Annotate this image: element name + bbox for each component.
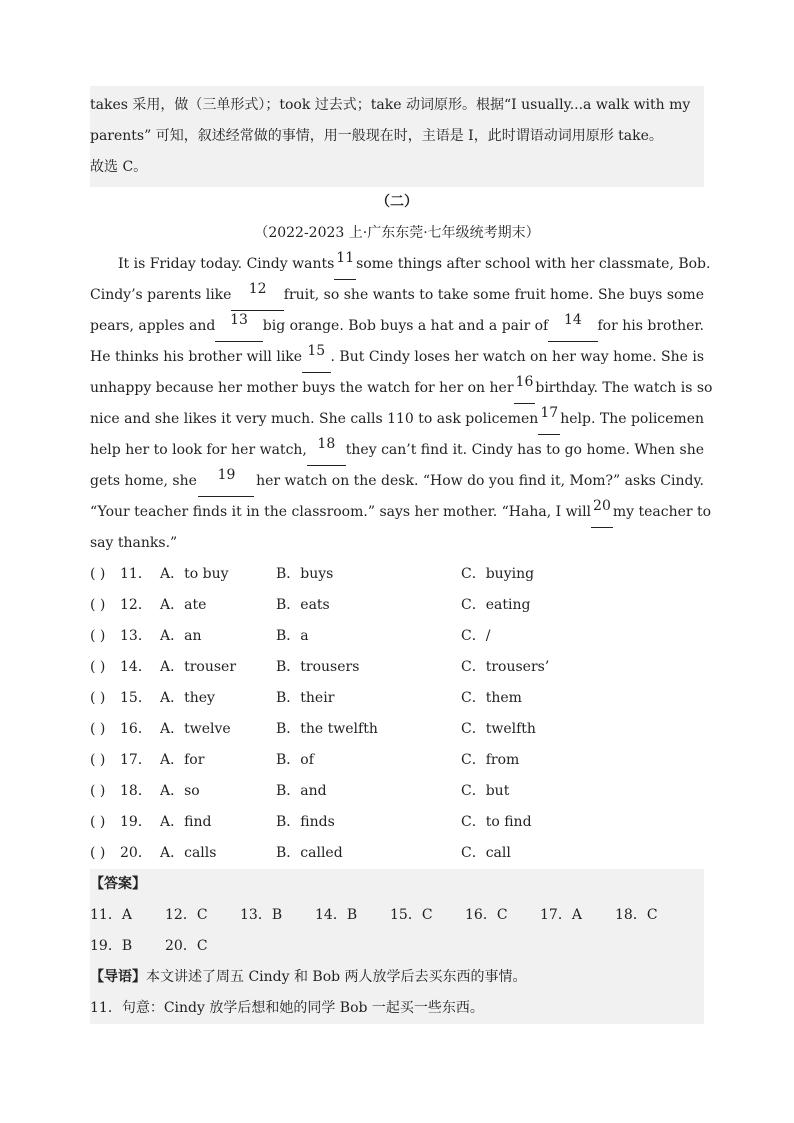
- answer-section: [90, 869, 704, 1024]
- question-17: ( ) 17． A．for B．of C．from: [90, 745, 704, 776]
- question-13: ( ) 13． A．an B．a C．/: [90, 621, 704, 652]
- answer-bracket[interactable]: ( ): [90, 814, 106, 830]
- option-b[interactable]: B．called: [276, 845, 343, 861]
- option-c[interactable]: C．twelfth: [461, 721, 536, 737]
- answer-bracket[interactable]: ( ): [90, 783, 106, 799]
- option-b[interactable]: B．finds: [276, 814, 335, 830]
- answer-item: 18．C: [615, 907, 658, 923]
- explanation-line: takes 采用，做（三单形式）；took 过去式；take 动词原形。根据“I usually...a walk with my: [90, 97, 691, 113]
- option-a[interactable]: A．find: [160, 814, 212, 830]
- question-16: ( ) 16． A．twelve B．the twelfth C．twelfth: [90, 714, 704, 745]
- answer-bracket[interactable]: ( ): [90, 659, 106, 675]
- answer-item: 19．B: [90, 938, 133, 954]
- question-list: [90, 559, 704, 869]
- option-c[interactable]: C．but: [461, 783, 510, 799]
- guide-text: 本文讲述了周五 Cindy 和 Bob 两人放学后去买东西的事情。: [146, 969, 527, 985]
- option-b[interactable]: B．a: [276, 628, 309, 644]
- passage-line: unhappy because her mother buys the watch for her on her 16 birthday. The watch is so: [90, 373, 704, 404]
- explanation-line: parents” 可知，叙述经常做的事情，用一般现在时，主语是 I，此时谓语动词用原形 take。: [90, 128, 663, 144]
- explanation-line: 故选 C。: [90, 159, 148, 175]
- passage-line: help her to look for her watch, 18 they can’t find it. Cindy has to go home. When she: [90, 435, 704, 466]
- answer-item: 17．A: [540, 907, 582, 923]
- passage-line: gets home, she 19 her watch on the desk. “How do you find it, Mom?” asks Cindy.: [90, 466, 704, 497]
- passage-line: nice and she likes it very much. She calls 110 to ask policemen 17 help. The policemen: [90, 404, 704, 435]
- guide-label: 【导语】: [90, 969, 146, 985]
- question-19: ( ) 19． A．find B．finds C．to find: [90, 807, 704, 838]
- answer-item: 12．C: [165, 907, 208, 923]
- option-a[interactable]: A．calls: [160, 845, 217, 861]
- option-b[interactable]: B．eats: [276, 597, 330, 613]
- answer-bracket[interactable]: ( ): [90, 690, 106, 706]
- option-c[interactable]: C．/: [461, 628, 491, 644]
- option-b[interactable]: B．trousers: [276, 659, 360, 675]
- option-c[interactable]: C．trousers’: [461, 659, 550, 675]
- answer-item: 16．C: [465, 907, 508, 923]
- blank-16[interactable]: 16: [514, 373, 536, 404]
- passage-line: say thanks.”: [90, 535, 178, 551]
- option-a[interactable]: A．ate: [160, 597, 207, 613]
- answer-row: [90, 900, 704, 931]
- option-b[interactable]: B．buys: [276, 566, 334, 582]
- option-b[interactable]: B．their: [276, 690, 335, 706]
- answer-item: 14．B: [315, 907, 358, 923]
- option-b[interactable]: B．the twelfth: [276, 721, 378, 737]
- document-page: [90, 86, 713, 1024]
- option-a[interactable]: A．an: [160, 628, 202, 644]
- option-a[interactable]: A．they: [160, 690, 215, 706]
- cloze-passage: [90, 249, 713, 559]
- passage-line: He thinks his brother will like 15 . But Cindy loses her watch on her way home. She is: [90, 342, 704, 373]
- option-a[interactable]: A．so: [160, 783, 200, 799]
- blank-11[interactable]: 11: [334, 249, 356, 280]
- option-a[interactable]: A．to buy: [160, 566, 229, 582]
- answer-row: [90, 931, 704, 962]
- blank-18[interactable]: 18: [307, 435, 346, 466]
- question-12: ( ) 12． A．ate B．eats C．eating: [90, 590, 704, 621]
- answer-bracket[interactable]: ( ): [90, 566, 106, 582]
- answer-item: 11．A: [90, 907, 132, 923]
- question-20: ( ) 20． A．calls B．called C．call: [90, 838, 704, 869]
- option-c[interactable]: C．to find: [461, 814, 532, 830]
- section-number: （二）: [376, 194, 418, 210]
- option-b[interactable]: B．of: [276, 752, 314, 768]
- passage-line: It is Friday today. Cindy wants 11 some things after school with her classmate, Bob.: [90, 249, 704, 280]
- blank-15[interactable]: 15: [302, 342, 330, 373]
- option-c[interactable]: C．eating: [461, 597, 531, 613]
- option-c[interactable]: C．them: [461, 690, 522, 706]
- question-14: ( ) 14． A．trouser B．trousers C．trousers’: [90, 652, 704, 683]
- blank-12[interactable]: 12: [231, 280, 283, 311]
- blank-19[interactable]: 19: [198, 466, 254, 497]
- option-c[interactable]: C．call: [461, 845, 511, 861]
- answer-heading: 【答案】: [90, 876, 146, 892]
- source-line: （2022-2023 上·广东东莞·七年级统考期末）: [254, 225, 540, 241]
- blank-17[interactable]: 17: [538, 404, 560, 435]
- blank-14[interactable]: 14: [548, 311, 597, 342]
- option-b[interactable]: B．and: [276, 783, 327, 799]
- guide-line: [90, 962, 704, 993]
- question-15: ( ) 15． A．they B．their C．them: [90, 683, 704, 714]
- option-a[interactable]: A．twelve: [160, 721, 231, 737]
- explanation-note: 11．句意：Cindy 放学后想和她的同学 Bob 一起买一些东西。: [90, 1000, 484, 1016]
- answer-item: 13．B: [240, 907, 283, 923]
- blank-13[interactable]: 13: [215, 311, 262, 342]
- passage-line: Cindy’s parents like 12 fruit, so she wants to take some fruit home. She buys some: [90, 280, 704, 311]
- option-a[interactable]: A．for: [160, 752, 205, 768]
- blank-20[interactable]: 20: [591, 497, 613, 528]
- answer-bracket[interactable]: ( ): [90, 845, 106, 861]
- previous-answer-explanation: [90, 86, 704, 187]
- answer-bracket[interactable]: ( ): [90, 597, 106, 613]
- option-a[interactable]: A．trouser: [160, 659, 237, 675]
- question-18: ( ) 18． A．so B．and C．but: [90, 776, 704, 807]
- answer-item: 15．C: [390, 907, 433, 923]
- answer-bracket[interactable]: ( ): [90, 752, 106, 768]
- option-c[interactable]: C．from: [461, 752, 520, 768]
- answer-item: 20．C: [165, 938, 208, 954]
- option-c[interactable]: C．buying: [461, 566, 535, 582]
- question-11: ( ) 11． A．to buy B．buys C．buying: [90, 559, 704, 590]
- answer-bracket[interactable]: ( ): [90, 721, 106, 737]
- passage-line: pears, apples and 13 big orange. Bob buys a hat and a pair of 14 for his brother.: [90, 311, 704, 342]
- answer-bracket[interactable]: ( ): [90, 628, 106, 644]
- passage-line: “Your teacher finds it in the classroom.” says her mother. “Haha, I will 20 my teacher to: [90, 497, 704, 528]
